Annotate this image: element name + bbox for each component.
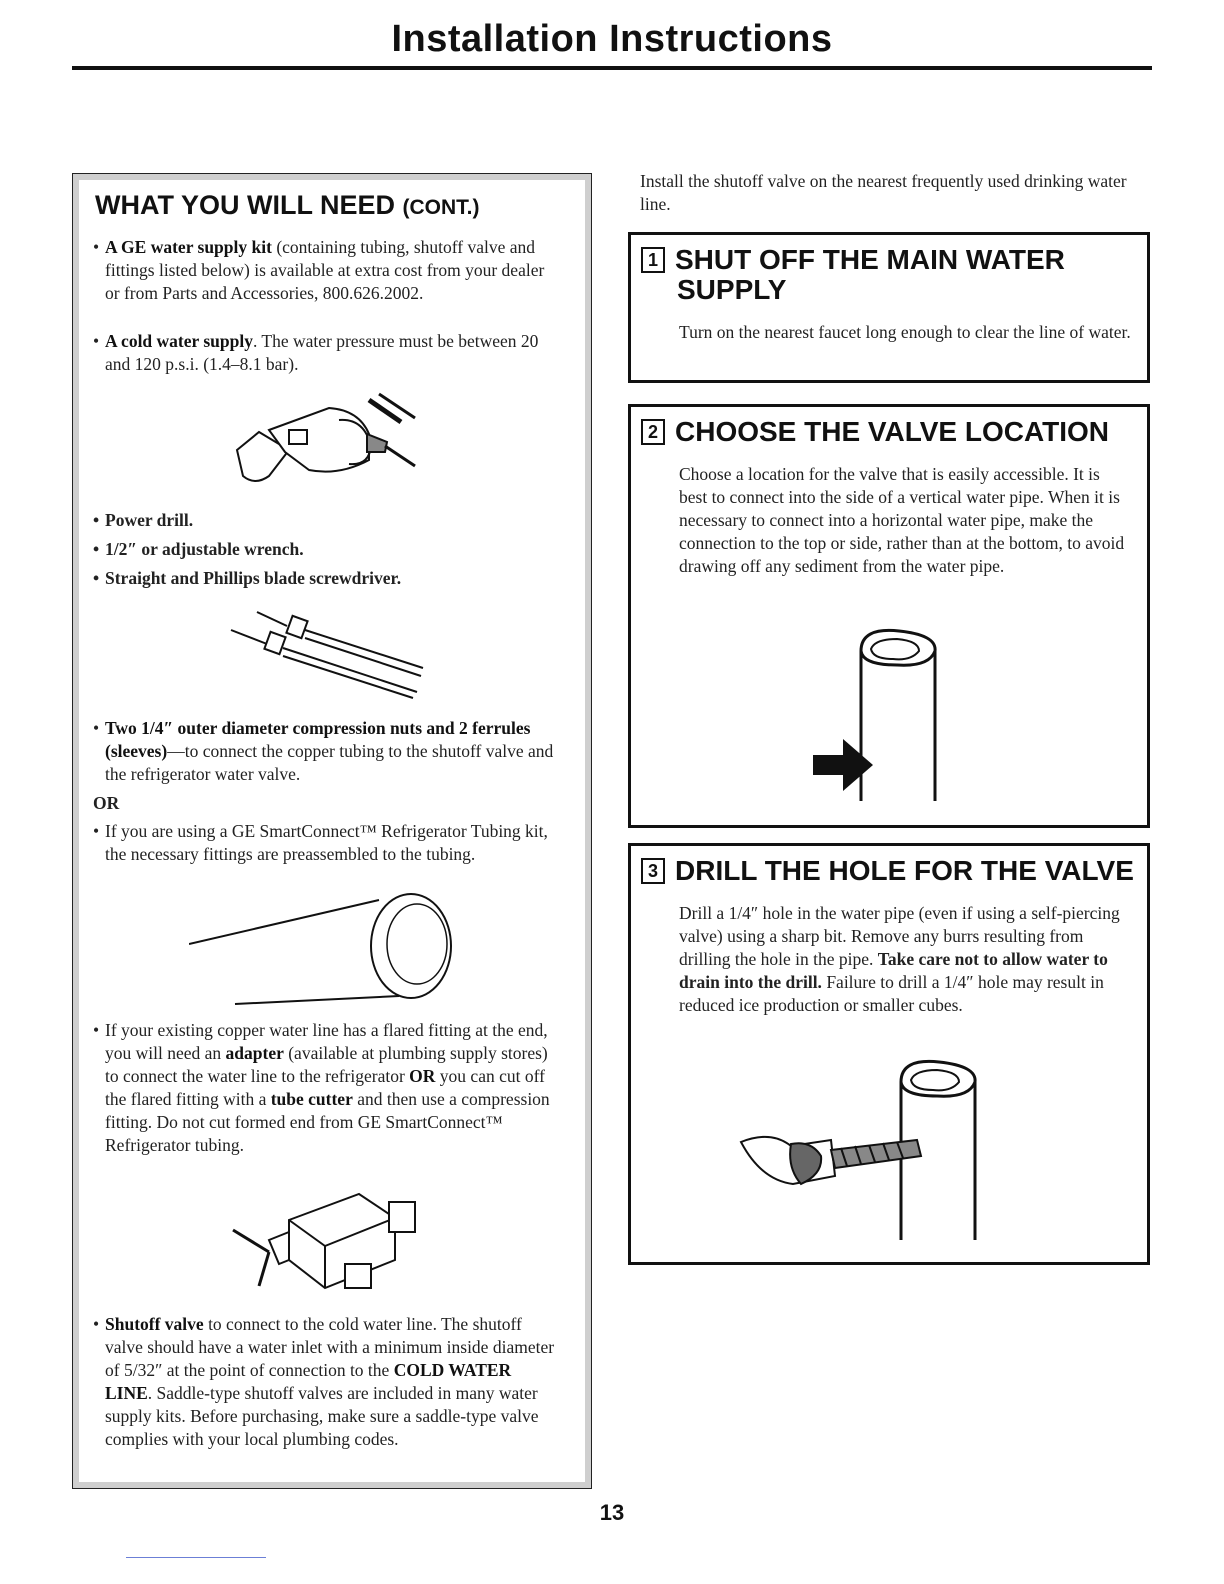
footer-line	[126, 1557, 266, 1558]
page-number: 13	[599, 1500, 625, 1525]
tool-screwdriver	[93, 567, 561, 590]
item-flared-fitting	[93, 1019, 561, 1157]
tool-text: Power drill.	[105, 510, 194, 530]
bullet: •	[93, 821, 100, 841]
step-2-heading	[641, 417, 1109, 447]
step-1-number: 1	[641, 247, 665, 273]
bullet: •	[93, 1020, 100, 1040]
step-3-box	[628, 843, 1150, 1265]
bullet: •	[93, 1314, 100, 1334]
or-label: OR	[93, 793, 120, 813]
item-text: If you are using a GE SmartConnect™ Refrigerator Tubing kit, the necessary fittings are preassembled to the tubing.	[105, 821, 548, 864]
text-span: Drill a 1/4″ hole in the water pipe (even if using a self-piercing valve) using a sharp bit. Remove any burrs resulting from drilling the hole in the pipe.	[679, 903, 1120, 969]
bold-span: Shutoff valve	[105, 1314, 204, 1334]
item-cold-water-supply	[93, 330, 561, 376]
step-1-heading	[641, 245, 1065, 305]
item-bold: A GE water supply kit	[105, 237, 272, 257]
text-span: . Saddle-type shutoff valves are included in many water supply kits. Before purchasing, make sure a saddle-type valve complies with your local plumbing codes.	[105, 1383, 539, 1449]
tool-wrench	[93, 538, 561, 561]
text-span: and then use a compression fitting. Do not cut formed end from GE SmartConnect™ Refrigerator tubing.	[105, 1089, 550, 1155]
tool-text: Straight and Phillips blade screwdriver.	[105, 568, 402, 588]
heading-line: SHUT OFF THE MAIN WATER	[675, 244, 1065, 275]
heading-line: DRILL THE HOLE FOR THE VALVE	[675, 855, 1134, 886]
bullet: •	[93, 331, 100, 351]
step-1-box	[628, 232, 1150, 383]
bold-span: Take care not to allow water to drain into the drill.	[679, 949, 1108, 992]
bullet: •	[93, 510, 100, 530]
item-bold: A cold water supply	[105, 331, 253, 351]
item-text: —to connect the copper tubing to the shutoff valve and the refrigerator water valve.	[105, 741, 554, 784]
text-span: If your existing copper water line has a flared fitting at the end, you will need an	[105, 1020, 548, 1063]
bold-span: adapter	[225, 1043, 284, 1063]
vertical-pipe-illustration	[801, 625, 941, 805]
title-rule	[72, 66, 1152, 70]
item-compression-nuts	[93, 717, 561, 786]
intro-text: Install the shutoff valve on the nearest frequently used drinking water line.	[640, 171, 1127, 214]
text-span: to connect to the cold water line. The shutoff valve should have a water inlet with a minimum inside diameter of 5/32″ at the point of connection to the	[105, 1314, 555, 1380]
tubing-end-illustration	[189, 880, 459, 1010]
compression-nuts-illustration	[227, 610, 427, 700]
item-water-supply-kit	[93, 236, 561, 305]
item-text: (containing tubing, shutoff valve and fittings listed below) is available at extra cost from your dealer or from Parts and Accessories, 800.626.2002.	[105, 237, 545, 303]
step-2-number: 2	[641, 419, 665, 445]
page-title: Installation Instructions	[391, 18, 833, 60]
bullet: •	[93, 568, 100, 588]
heading-line: SUPPLY	[677, 274, 787, 305]
bold-span: OR	[409, 1066, 436, 1086]
section-heading	[95, 190, 480, 221]
item-shutoff-valve	[93, 1313, 561, 1451]
panel-inner	[79, 180, 585, 1482]
what-you-will-need-panel	[72, 173, 592, 1489]
step-3-heading	[641, 856, 1134, 886]
heading-line: CHOOSE THE VALVE LOCATION	[675, 416, 1110, 447]
bold-span: tube cutter	[270, 1089, 353, 1109]
tool-text: 1/2″ or adjustable wrench.	[105, 539, 304, 559]
step-1-text: Turn on the nearest faucet long enough to clear the line of water.	[679, 322, 1131, 342]
drill-pipe-illustration	[731, 1056, 991, 1246]
power-drill-illustration	[219, 390, 429, 500]
bullet: •	[93, 539, 100, 559]
section-heading-suffix: (CONT.)	[402, 196, 480, 219]
section-heading-text: WHAT YOU WILL NEED	[95, 190, 395, 220]
text-span: you can cut off the flared fitting with a	[105, 1066, 545, 1109]
step-2-box	[628, 404, 1150, 828]
text-span: Failure to drill a 1/4″ hole may result in reduced ice production or smaller cubes.	[679, 972, 1104, 1015]
item-bold: Two 1/4″ outer diameter compression nuts and 2 ferrules (sleeves)	[105, 718, 531, 761]
text-span: (available at plumbing supply stores) to connect the water line to the refrigerator	[105, 1043, 548, 1086]
bold-span: COLD WATER LINE	[105, 1360, 512, 1403]
step-2-text: Choose a location for the valve that is easily accessible. It is best to connect into the side of a vertical water pipe. When it is necessary to connect into a horizontal water pipe, make the connection to the top or side, rather than at the bottom, to avoid drawing off any sediment from the water pipe.	[679, 464, 1125, 576]
shutoff-valve-illustration	[229, 1190, 429, 1300]
step-3-number: 3	[641, 858, 665, 884]
tool-power-drill	[93, 509, 561, 532]
bullet: •	[93, 237, 100, 257]
bullet: •	[93, 718, 100, 738]
step-3-text	[679, 902, 1131, 1017]
item-smartconnect	[93, 820, 561, 866]
item-text: . The water pressure must be between 20 and 120 p.s.i. (1.4–8.1 bar).	[105, 331, 539, 374]
